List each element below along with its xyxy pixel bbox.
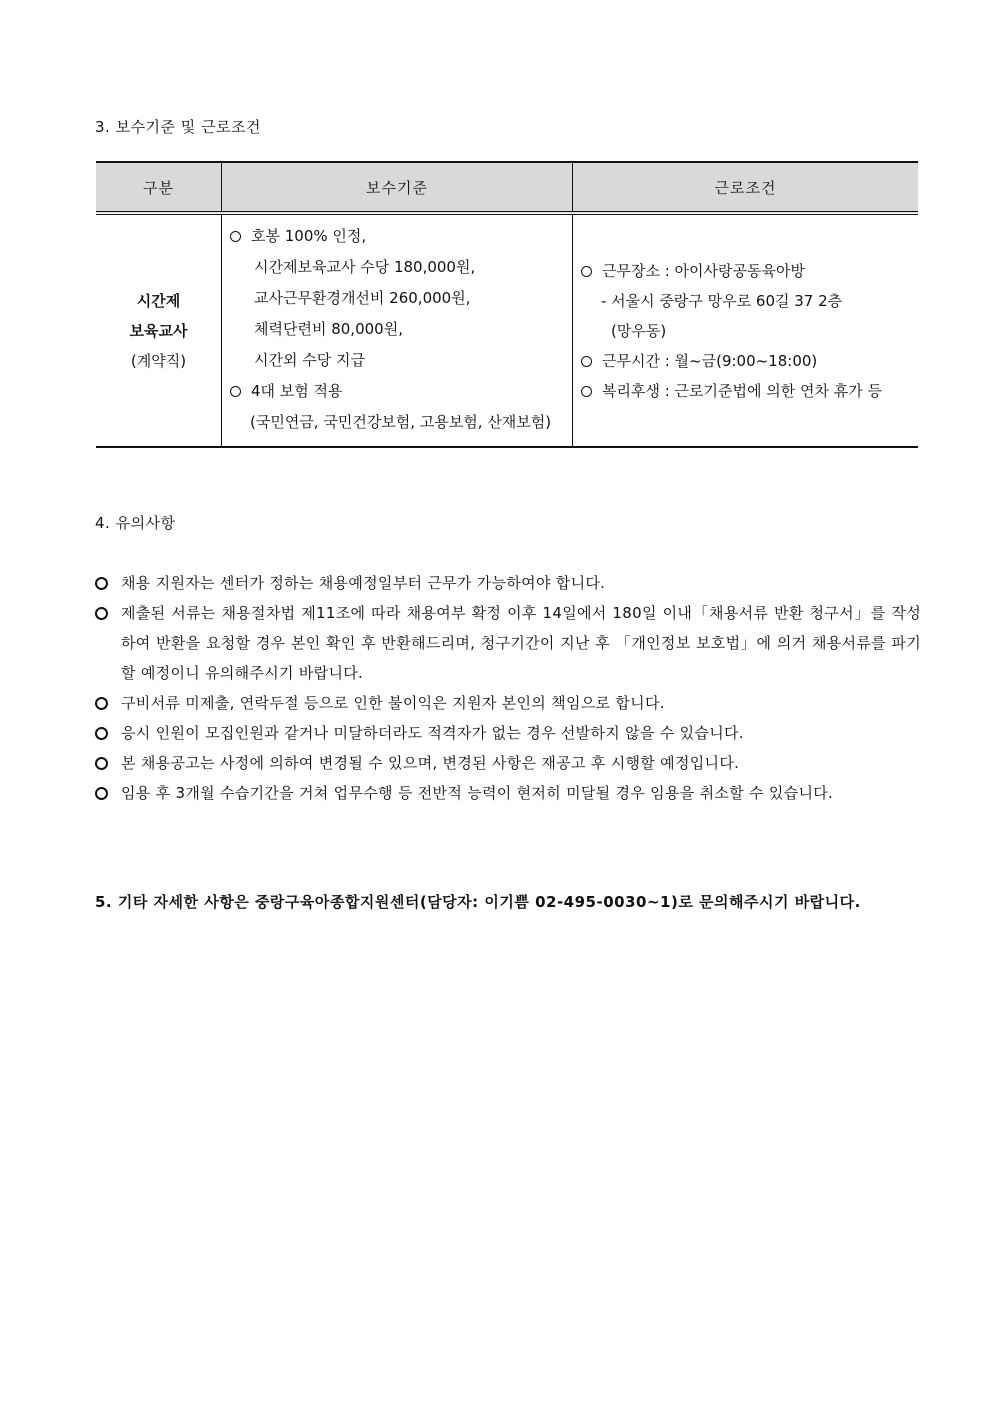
table-row bbox=[96, 213, 918, 447]
list-item: 구비서류 미제출, 연락두절 등으로 인한 불이익은 지원자 본인의 책임으로 합니다. bbox=[95, 688, 921, 718]
list-item: 제출된 서류는 채용절차법 제11조에 따라 채용여부 확정 이후 14일에서 180일 이내「채용서류 반환 청구서」를 작성하여 반환을 요청할 경우 본인 확인 후 반환해드리며, 청구기간이 지난 후 「개인정보 보호법」에 의거 채용서류를 파기 할 예정이니 유의해주시기 바랍니다. bbox=[95, 598, 921, 688]
header-pay-standard: 보수기준 bbox=[222, 162, 573, 213]
circle-bullet-icon bbox=[581, 386, 592, 397]
pay-line: 체력단련비 80,000원, bbox=[254, 320, 403, 338]
circle-bullet-icon bbox=[95, 787, 108, 800]
circle-bullet-icon bbox=[581, 266, 592, 277]
list-item: 채용 지원자는 센터가 정하는 채용예정일부터 근무가 가능하여야 합니다. bbox=[95, 568, 921, 598]
circle-bullet-icon bbox=[95, 727, 108, 740]
circle-bullet-icon bbox=[230, 386, 241, 397]
pay-line: 교사근무환경개선비 260,000원, bbox=[254, 289, 471, 307]
pay-conditions-table bbox=[96, 161, 918, 448]
circle-bullet-icon bbox=[95, 577, 108, 590]
pay-line: 4대 보험 적용 bbox=[230, 376, 572, 407]
list-item: 임용 후 3개월 수습기간을 거쳐 업무수행 등 전반적 능력이 현저히 미달될 경우 임용을 취소할 수 있습니다. bbox=[95, 778, 921, 808]
category-line-1: 시간제 bbox=[136, 291, 181, 310]
section-4-heading: 4. 유의사항 bbox=[95, 514, 176, 532]
condition-line: 근무장소 : 아이사랑공동육아방 bbox=[581, 256, 918, 286]
category-line-3: (계약직) bbox=[130, 351, 187, 370]
condition-line: - 서울시 중랑구 망우로 60길 37 2층 bbox=[601, 291, 843, 310]
list-item: 본 채용공고는 사정에 의하여 변경될 수 있으며, 변경된 사항은 재공고 후 시행할 예정입니다. bbox=[95, 748, 921, 778]
header-work-conditions: 근로조건 bbox=[573, 162, 919, 213]
list-item: 응시 인원이 모집인원과 같거나 미달하더라도 적격자가 없는 경우 선발하지 않을 수 있습니다. bbox=[95, 718, 921, 748]
pay-line: 시간제보육교사 수당 180,000원, bbox=[254, 258, 476, 276]
pay-line: 시간외 수당 지급 bbox=[254, 351, 365, 369]
work-conditions-cell bbox=[573, 213, 919, 447]
condition-line: 복리후생 : 근로기준법에 의한 연차 휴가 등 bbox=[581, 376, 918, 406]
category-cell bbox=[96, 213, 222, 447]
notes-list bbox=[95, 568, 921, 808]
circle-bullet-icon bbox=[230, 231, 241, 242]
section-5-contact: 5. 기타 자세한 사항은 중랑구육아종합지원센터(담당자: 이기쁨 02-495-0030~1)로 문의해주시기 바랍니다. bbox=[95, 893, 861, 911]
circle-bullet-icon bbox=[581, 356, 592, 367]
pay-standard-cell bbox=[222, 213, 573, 447]
pay-line: 호봉 100% 인정, bbox=[230, 221, 572, 252]
table-header-row bbox=[96, 162, 918, 213]
condition-line: 근무시간 : 월~금(9:00~18:00) bbox=[581, 346, 918, 376]
category-line-2: 보육교사 bbox=[129, 321, 188, 340]
circle-bullet-icon bbox=[95, 607, 108, 620]
circle-bullet-icon bbox=[95, 757, 108, 770]
condition-line: (망우동) bbox=[611, 321, 667, 340]
header-category: 구분 bbox=[96, 162, 222, 213]
section-3-heading: 3. 보수기준 및 근로조건 bbox=[95, 118, 262, 136]
circle-bullet-icon bbox=[95, 697, 108, 710]
pay-line: (국민연금, 국민건강보험, 고용보험, 산재보험) bbox=[250, 413, 552, 431]
